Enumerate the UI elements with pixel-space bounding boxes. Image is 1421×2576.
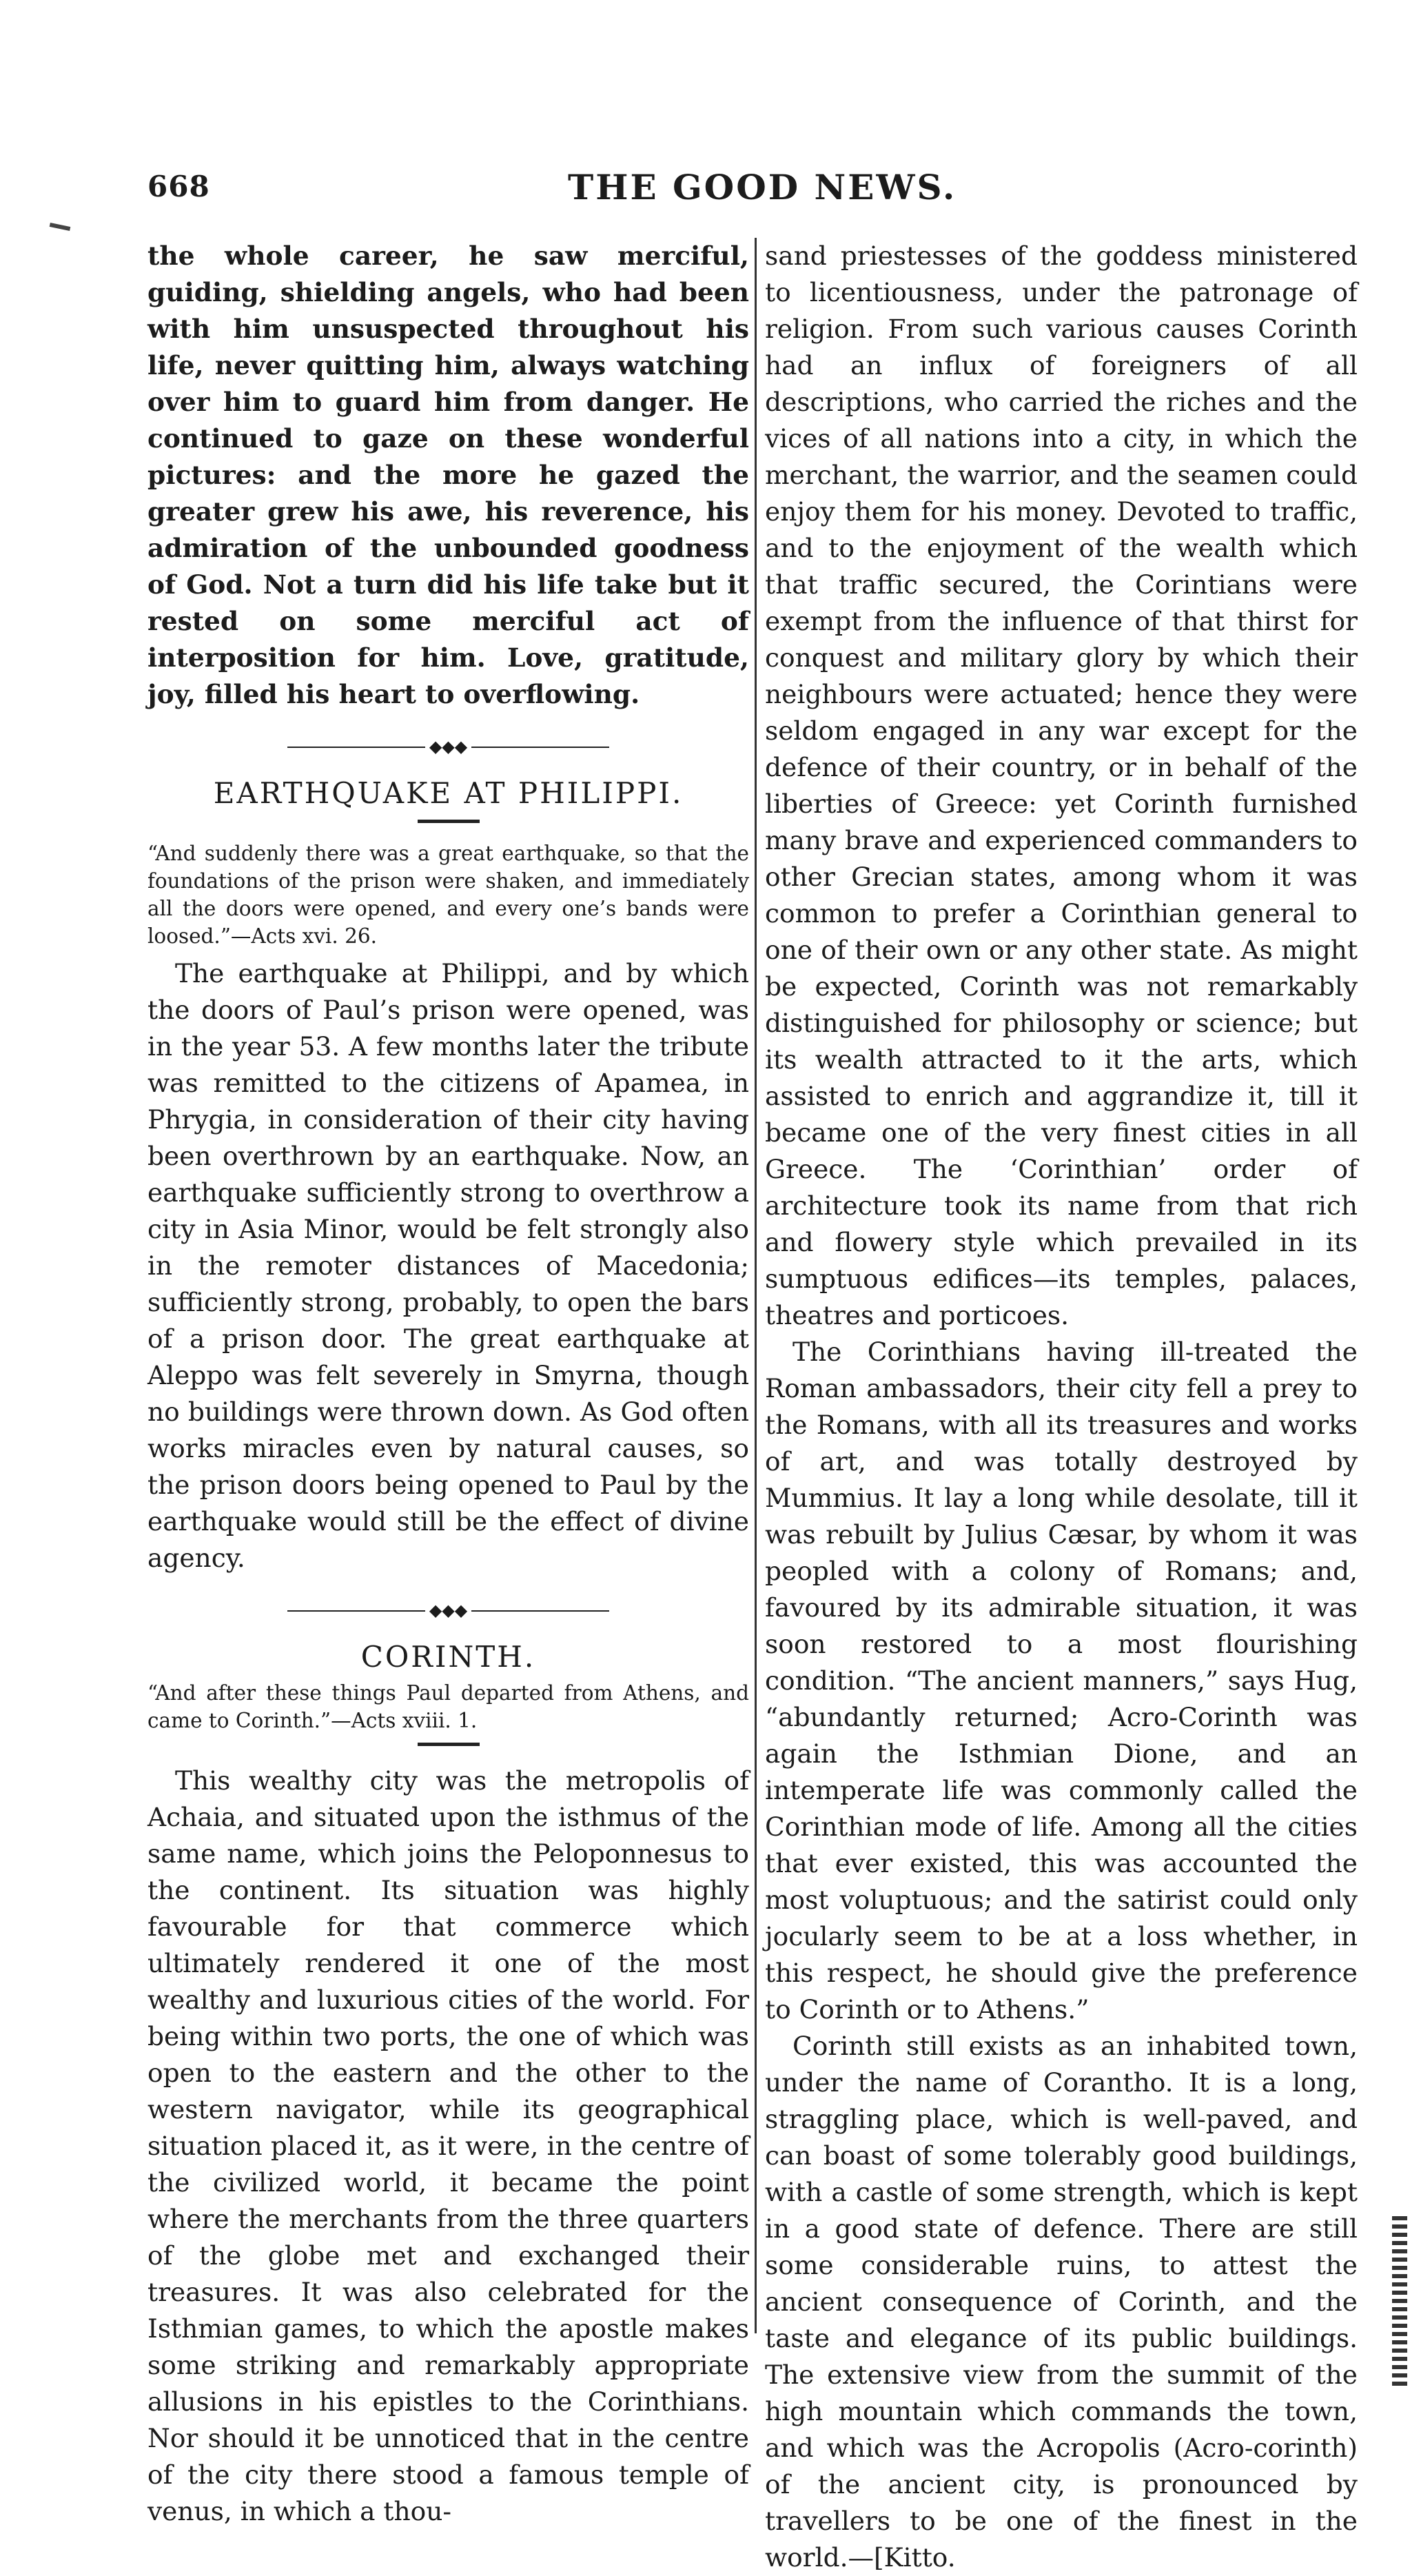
section-divider: ◆◆◆ bbox=[147, 1592, 749, 1629]
title-rule bbox=[418, 1743, 480, 1746]
earthquake-title: EARTHQUAKE AT PHILIPPI. bbox=[213, 776, 684, 810]
earthquake-epigraph: “And suddenly there was a great earthquake, so that the foundations of the prison were shaken, and immediately all the doors were opened, and every one’s bands were loosed.”—Acts xvi. 26. bbox=[147, 842, 749, 948]
corinth-paragraph-1: sand priestesses of the goddess ministered to licentiousness, under the patronage of religion. From such various causes Corinth had an influx of foreigners of all descriptions, who carried the riches and the vices of all nations into a city, in which the merchant, the warrior, and the seamen could enjoy them for his money. Devoted to traffic, and to the enjoyment of the wealth which that traffic secured, the Corintians were exempt from the influence of that thirst for conquest and military glory by which their neighbours were actuated; hence they were seldom engaged in any war except for the defence of their country, or in behalf of the liberties of Greece: yet Corinth furnished many brave and experienced commanders to other Grecian states, among whom it was common to prefer a Corinthian general to one of their own or any other state. As might be expected, Corinth was not remarkably distinguished for philosophy or science; but its wealth attracted to it the arts, which assisted to enrich and aggrandize it, till it became one of the very finest cities in all Greece. The ‘Corinthian’ order of architecture took its name from that rich and flowery style which prevailed in its sumptuous edifices—its temples, palaces, theatres and porticoes. bbox=[765, 241, 1358, 1330]
page-number: 668 bbox=[147, 170, 210, 203]
opening-paragraph: the whole career, he saw merciful, guiding, shielding angels, who had been with him unsuspected throughout his life, never quitting him, always watching over him to guard him from danger. He continued to gaze on these wonderful pictures: and the more he gazed the greater grew his awe, his reverence, his admiration of the unbounded goodness of God. Not a turn did his life take but it rested on some merciful act of interposition for him. Love, gratitude, joy, filled his heart to overflowing. bbox=[147, 241, 749, 709]
corinth-body: This wealthy city was the metropolis of Achaia, and situated upon the isthmus of the same name, which joins the Peloponnesus to the continent. Its situation was highly favourable for that commerce which ultimately rendered it one of the most wealthy and luxurious cities of the world. For being within two ports, the one of which was open to the eastern and the other to the western navigator, while its geographical situation placed it, as it were, in the centre of the civilized world, it became the point where the merchants from the three quarters of the globe met and exchanged their treasures. It was also celebrated for the Isthmian games, to which the apostle makes some striking and remarkably appropriate allusions in his epistles to the Corinthians. Nor should it be unnoticed that in the centre of the city there stood a famous temple of venus, in which a thou- bbox=[147, 1765, 749, 2526]
corinth-title: CORINTH. bbox=[360, 1640, 536, 1674]
left-column bbox=[147, 238, 749, 2530]
running-title: THE GOOD NEWS. bbox=[568, 167, 957, 207]
margin-mark bbox=[50, 223, 71, 231]
right-column bbox=[765, 238, 1358, 2576]
column-rule bbox=[755, 238, 757, 2333]
page-header bbox=[147, 164, 1325, 219]
corinth-paragraph-2: The Corinthians having ill-treated the Roman ambassadors, their city fell a prey to the Romans, with all its treasures and works of art, and was totally destroyed by Mummius. It lay a long while desolate, till it was rebuilt by Julius Cæsar, by whom it was peopled with a colony of Romans; and, favoured by its admirable situation, it was soon restored to a most flourishing condition. “The ancient manners,” says Hug, “abundantly returned; Acro-Corinth was again the Isthmian Dione, and an intemperate life was commonly called the Corinthian mode of life. Among all the cities that ever existed, this was accounted the most voluptuous; and the satirist could only jocularly seem to be at a loss whether, in this respect, he should give the preference to Corinth or to Athens.” bbox=[765, 1337, 1358, 2025]
corinth-paragraph-3: Corinth still exists as an inhabited town, under the name of Corantho. It is a long, straggling place, which is well-paved, and can boast of some tolerably good buildings, with a castle of some strength, which is kept in a good state of defence. There are still some considerable ruins, to attest the ancient consequence of Corinth, and the taste and elegance of its public buildings. The extensive view from the summit of the high mountain which commands the town, and which was the Acropolis (Acro-corinth) of the ancient city, is pronounced by travellers to be one of the finest in the world.—[Kitto. bbox=[765, 2031, 1358, 2573]
corinth-epigraph: “And after these things Paul departed from Athens, and came to Corinth.”—Acts xviii. 1. bbox=[147, 1681, 749, 1732]
title-rule bbox=[418, 820, 480, 823]
section-divider: ◆◆◆ bbox=[147, 728, 749, 765]
earthquake-body: The earthquake at Philippi, and by which the doors of Paul’s prison were opened, was in the year 53. A few months later the tribute was remitted to the citizens of Apamea, in Phrygia, in consideration of their city having been overthrown by an earthquake. Now, an earthquake sufficiently strong to overthrow a city in Asia Minor, would be felt strongly also in the remoter distances of Macedonia; sufficiently strong, probably, to open the bars of a prison door. The great earthquake at Aleppo was felt severely in Smyrna, though no buildings were thrown down. As God often works miracles even by natural causes, so the prison doors being opened to Paul by the earthquake would still be the effect of divine agency. bbox=[147, 958, 749, 1573]
binding-edge bbox=[1392, 2216, 1407, 2389]
